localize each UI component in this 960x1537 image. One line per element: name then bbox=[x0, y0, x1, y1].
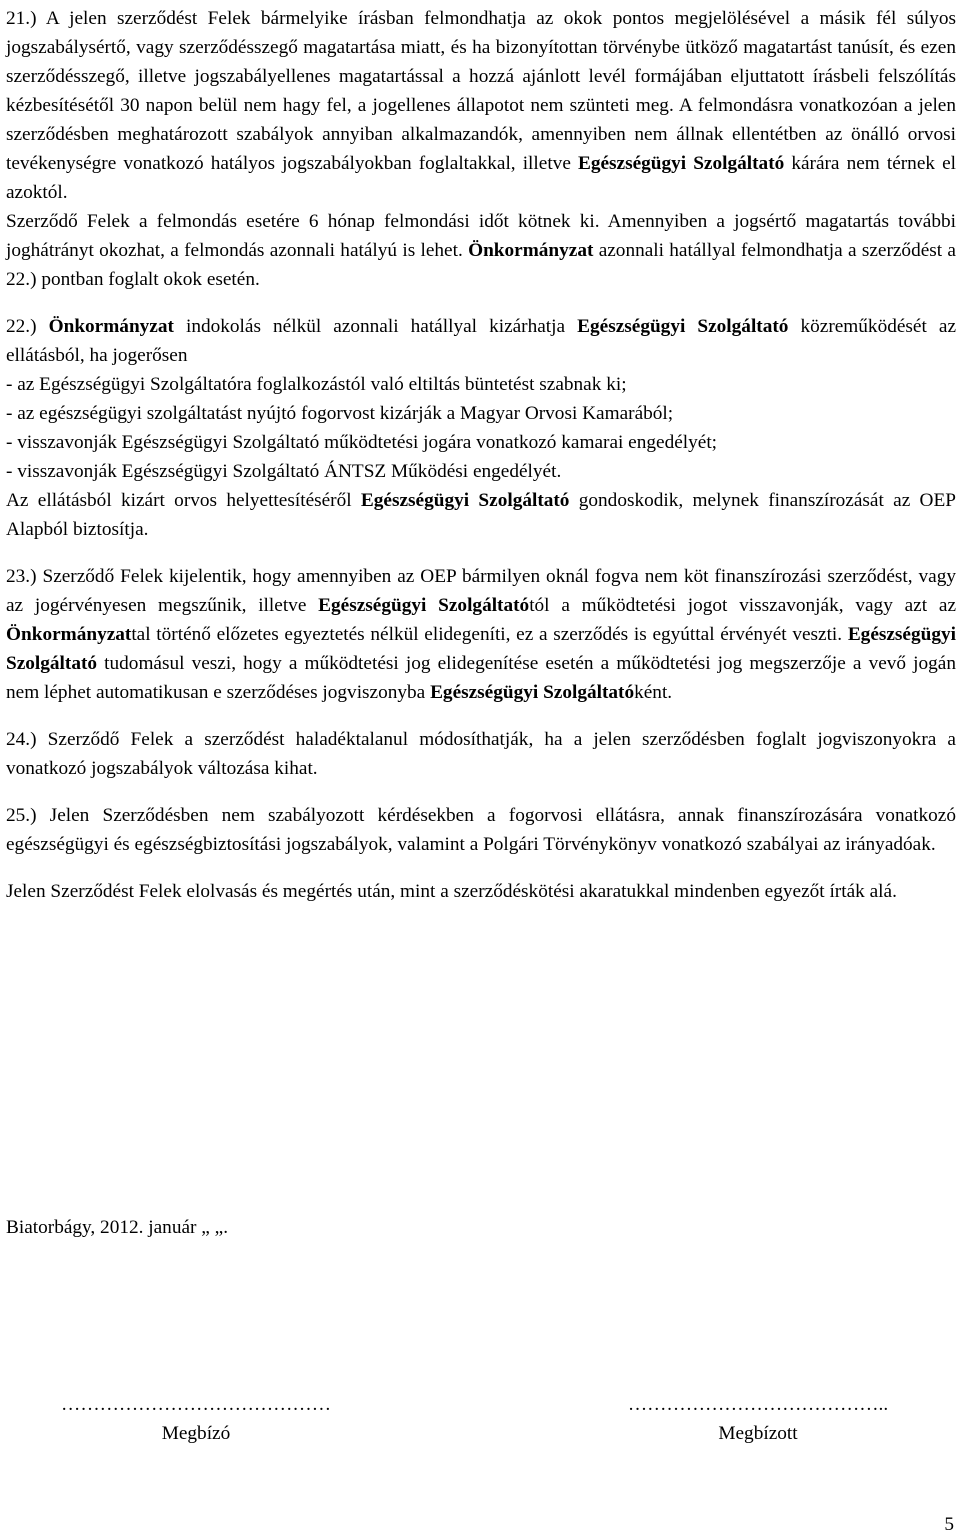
text-run: 21.) A jelen szerződést Felek bármelyike írásban felmondhatja az okok pontos megjelölésével a másik fél súlyos jogszabálysértő, vagy szerződésszegő magatartása miatt, és ha bizonyítottan törvénybe ütköző magatartást tanúsít, és ezen szerződésszegő, illetve jogszabályellenes magatartással a hozzá ajánlott levél formájában eljuttatott írásbeli felszólítás kézbesítésétől 30 napon belül nem hagy fel, a jogellenes állapotot nem szünteti meg. A felmondásra vonatkozóan a jelen szerződésben meghatározott szabályok annyiban alkalmazandók, amennyiben nem állnak ellentétben az önálló orvosi tevékenységre vonatkozó hatályos jogszabályokban foglaltakkal, illetve bbox=[6, 8, 956, 174]
paragraph-21-part2 bbox=[6, 207, 956, 294]
signature-label: Megbízó bbox=[161, 1423, 231, 1444]
text-run: indokolás nélkül azonnali hatállyal kizárhatja bbox=[173, 316, 578, 337]
text-run: ként. bbox=[634, 682, 673, 703]
paragraph-25 bbox=[6, 801, 956, 859]
bold-term: Egészségügyi Szolgáltató bbox=[318, 595, 530, 616]
bold-term: Egészségügyi Szolgáltató bbox=[577, 316, 789, 337]
page-number: 5 bbox=[944, 1514, 954, 1535]
signature-label: Megbízott bbox=[718, 1423, 798, 1444]
bold-term: Önkormányzat bbox=[468, 240, 594, 261]
text-run: 23.) Szerződő Felek kijelentik, hogy amennyiben az OEP bármilyen oknál fogva nem köt finanszírozási szerződést, vagy az jogérvényesen megszűnik, illetve bbox=[6, 566, 956, 616]
text-run: Az ellátásból kizárt orvos helyettesítéséről bbox=[6, 490, 361, 511]
paragraph-21-part1 bbox=[6, 4, 956, 207]
text-run: tudomásul veszi, hogy a működtetési jog elidegenítése esetén a működtetési jog megszerzője a vevő jogán nem léphet automatikusan e szerződéses jogviszonyba bbox=[6, 653, 956, 703]
bold-term: Egészségügyi Szolgáltató bbox=[577, 153, 785, 174]
signature-line: …………………………………… bbox=[61, 1394, 331, 1415]
text-run: 25.) Jelen Szerződésben nem szabályozott kérdésekben a fogorvosi ellátásra, annak finanszírozására vonatkozó egészségügyi és egészségbiztosítási jogszabályok, valamint a Polgári Törvénykönyv vonatkozó szabályai az irányadóak. bbox=[6, 805, 956, 855]
signature-block-principal bbox=[0, 1390, 392, 1448]
bold-term: Önkormányzat bbox=[6, 624, 132, 645]
text-run: Szerződő Felek a felmondás esetére 6 hónap felmondási időt kötnek ki. Amennyiben a jogsértő magatartás további joghátrányt okozhat, a felmondás azonnali hatályú is lehet. bbox=[6, 211, 956, 261]
paragraph-24 bbox=[6, 725, 956, 783]
text-run: tal történő előzetes egyeztetés nélkül elidegeníti, ez a szerződés is egyúttal érvényét veszti. bbox=[131, 624, 848, 645]
text-run: gondoskodik, melynek finanszírozását az OEP Alapból biztosítja. bbox=[6, 490, 956, 540]
signature-block-agent bbox=[560, 1390, 956, 1448]
paragraph-23 bbox=[6, 562, 956, 707]
place-and-date: Biatorbágy, 2012. január „ „. bbox=[6, 1217, 229, 1238]
paragraph-22-substitution bbox=[6, 486, 956, 544]
bold-term: Egészségügyi Szolgáltató bbox=[430, 682, 635, 703]
bold-term: Önkormányzat bbox=[48, 316, 174, 337]
text-run: Jelen Szerződést Felek elolvasás és megértés után, mint a szerződéskötési akaratukkal mindenben egyezőt írták alá. bbox=[6, 881, 897, 902]
document-page bbox=[6, 4, 956, 906]
text-run: azonnali hatállyal felmondhatja a szerződést a 22.) pontban foglalt okok esetén. bbox=[6, 240, 956, 290]
text-run: 24.) Szerződő Felek a szerződést haladéktalanul módosíthatják, ha a jelen szerződésben foglalt jogviszonyokra a vonatkozó jogszabályok változása kihat. bbox=[6, 729, 956, 779]
text-run: tól a működtetési jogot visszavonják, vagy azt az bbox=[529, 595, 956, 616]
paragraph-22-item: - az egészségügyi szolgáltatást nyújtó fogorvost kizárják a Magyar Orvosi Kamarából; bbox=[6, 403, 674, 424]
text-run: 22.) bbox=[6, 316, 49, 337]
paragraph-22-item: - visszavonják Egészségügyi Szolgáltató működtetési jogára vonatkozó kamarai engedélyét; bbox=[6, 432, 718, 453]
bold-term: Egészségügyi Szolgáltató bbox=[360, 490, 570, 511]
bold-term: Egészségügyi Szolgáltató bbox=[6, 624, 956, 674]
paragraph-22-item: - az Egészségügyi Szolgáltatóra foglalkozástól való eltiltás büntetést szabnak ki; bbox=[6, 374, 627, 395]
paragraph-22-intro bbox=[6, 312, 956, 370]
signature-line: ………………………………….. bbox=[627, 1394, 889, 1415]
paragraph-22-item: - visszavonják Egészségügyi Szolgáltató ÁNTSZ Működési engedélyét. bbox=[6, 461, 562, 482]
closing-statement bbox=[6, 877, 956, 906]
text-run: kárára nem térnek el azoktól. bbox=[6, 153, 957, 203]
text-run: közreműködését az ellátásból, ha jogerősen bbox=[6, 316, 957, 366]
